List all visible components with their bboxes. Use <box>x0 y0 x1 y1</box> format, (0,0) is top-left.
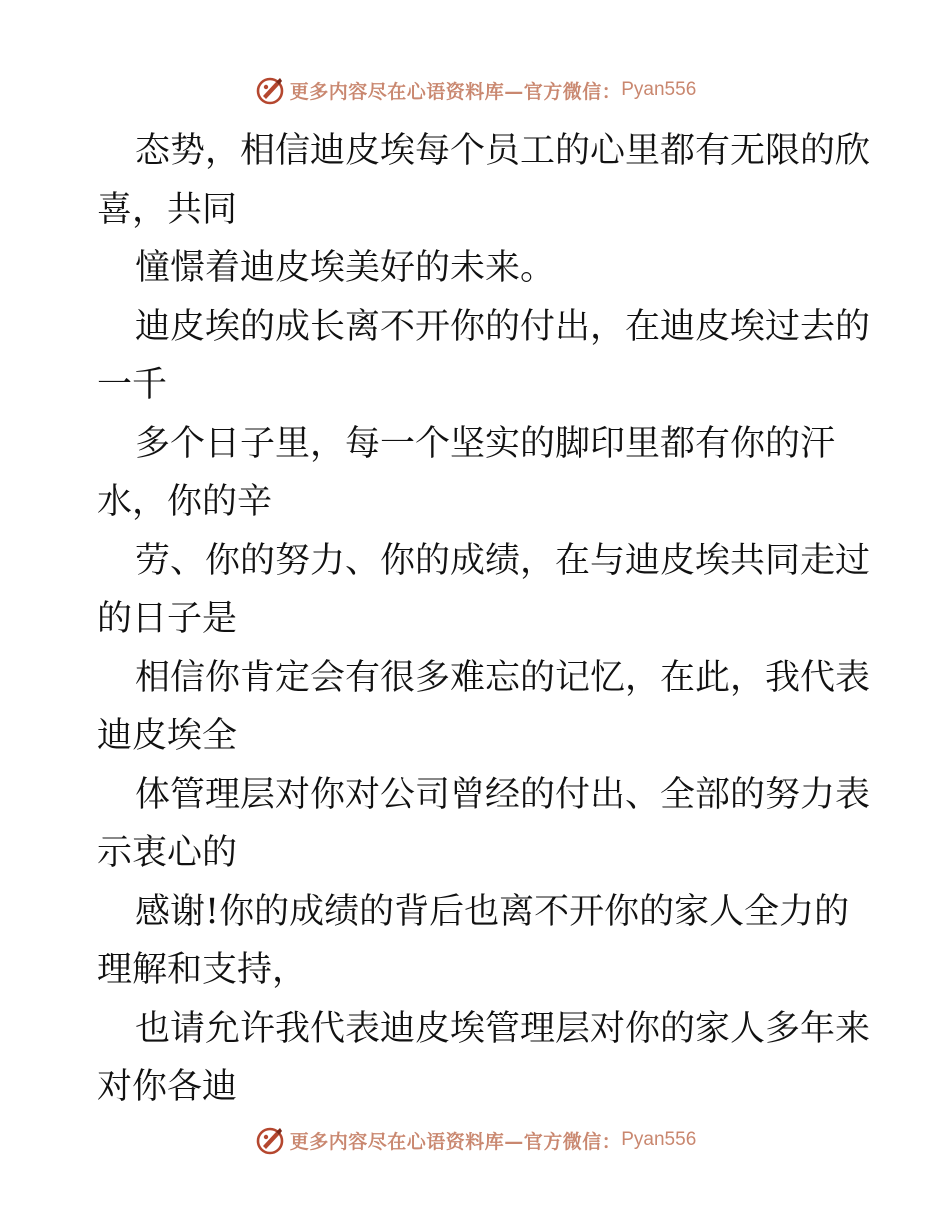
banner-text: 更多内容尽在心语资料库—官方微信： <box>289 80 622 103</box>
text-line: 的日子是 <box>97 599 238 639</box>
text-line: 迪皮埃全 <box>97 716 238 756</box>
text-line: 示衷心的 <box>97 833 238 873</box>
text-line: 也请允许我代表迪皮埃管理层对你的家人多年来 <box>135 1008 871 1049</box>
text-line: 体管理层对你对公司曾经的付出、全部的努力表 <box>135 774 871 815</box>
logo-icon <box>254 1124 286 1156</box>
text-line: 迪皮埃的成长离不开你的付出，在迪皮埃过去的 <box>135 306 871 347</box>
text-line: 水，你的辛 <box>97 482 273 522</box>
logo-icon <box>254 74 286 106</box>
body-text <box>97 122 871 1117</box>
text-line: 感谢!你的成绩的背后也离不开你的家人全力的 <box>135 891 850 932</box>
text-line: 对你各迪 <box>97 1067 238 1107</box>
footer-banner <box>0 1120 950 1160</box>
header-banner <box>0 70 950 110</box>
text-line: 喜，共同 <box>97 189 238 230</box>
banner-wechat-id: Pyan556 <box>621 1129 697 1150</box>
text-line: 多个日子里，每一个坚实的脚印里都有你的汗 <box>135 423 836 464</box>
text-line: 态势，相信迪皮埃每个员工的心里都有无限的欣 <box>135 131 871 171</box>
text-line: 一千 <box>97 365 168 405</box>
banner-text: 更多内容尽在心语资料库—官方微信： <box>289 1130 622 1153</box>
banner-wechat-id: Pyan556 <box>621 79 697 100</box>
text-line: 理解和支持， <box>97 950 308 990</box>
text-line: 劳、你的努力、你的成绩，在与迪皮埃共同走过 <box>135 540 871 581</box>
text-line: 憧憬着迪皮埃美好的未来。 <box>135 248 556 288</box>
text-line: 相信你肯定会有很多难忘的记忆，在此，我代表 <box>135 657 871 698</box>
